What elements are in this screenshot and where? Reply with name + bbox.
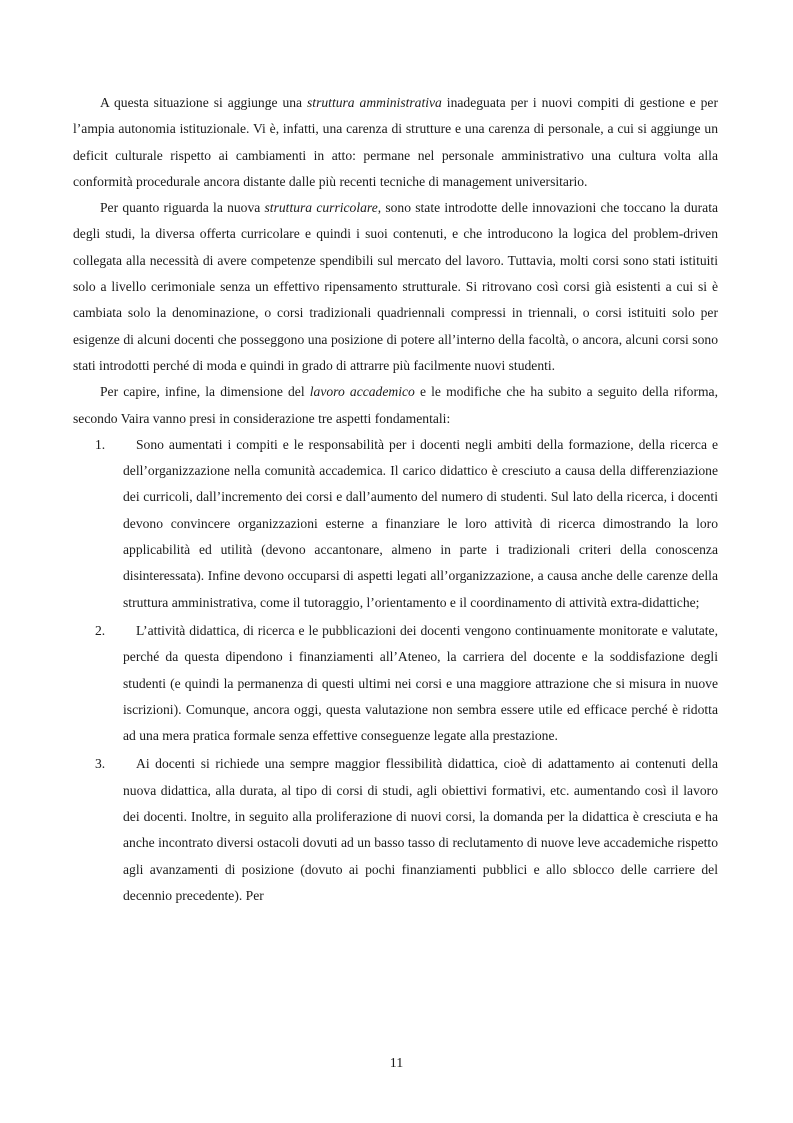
body-text [73, 90, 718, 909]
paragraph-text: Per quanto riguarda la nuova [100, 200, 265, 216]
paragraph-administrative-structure [73, 90, 718, 195]
paragraph-curricular-structure [73, 195, 718, 379]
list-item [73, 432, 718, 616]
paragraph-text: , sono state introdotte delle innovazioni che toccano la durata degli studi, la diversa offerta curricolare e quindi i suoi contenuti, e che introducono la logica del problem-driven collegata alla necessità di avere competenze spendibili sul mercato del lavoro. Tuttavia, molti corsi sono stati istituiti solo a livello cerimoniale senza un effettivo ripensamento strutturale. Si ritrovano così corsi già esistenti a cui si è cambiata solo la denominazione, o corsi tradizionali quadriennali compressi in triennali, o corsi istituiti solo per esigenze di alcuni docenti che posseggono una posizione di potere all’interno della facoltà, o ancora, alcuni corsi sono stati introdotti perché di moda e quindi in grado di attrarre più facilmente nuovi studenti. [73, 200, 718, 373]
emphasis-term: struttura amministrativa [307, 95, 442, 110]
list-item [73, 751, 718, 909]
paragraph-academic-work [73, 379, 718, 432]
list-number: 3. [95, 756, 106, 772]
emphasis-term: struttura curricolare [264, 200, 378, 216]
list-item-text: L’attività didattica, di ricerca e le pubblicazioni dei docenti vengono continuamente monitorate e valutate, perché da questa dipendono i finanziamenti all’Ateneo, la carriera del docente e la soddisfazione degli studenti (e quindi la permanenza di questi ultimi nei corsi e una maggiore attrazione che si misura in nuove iscrizioni). Comunque, ancora oggi, questa valutazione non sembra essere utile ed efficace perché è ridotta ad una mera pratica formale senza effettive conseguenze legate alla prestazione. [123, 622, 718, 744]
list-number: 1. [95, 436, 106, 452]
paragraph-text: A questa situazione si aggiunge una [100, 95, 308, 110]
paragraph-text: Per capire, infine, la dimensione del [100, 384, 310, 400]
list-number: 2. [95, 622, 106, 638]
list-item-text: Sono aumentati i compiti e le responsabilità per i docenti negli ambiti della formazione, della ricerca e dell’organizzazione nella comunità accademica. Il carico didattico è cresciuto a causa della differenziazione dei curricoli, dall’incremento dei corsi e dall’aumento del numero di studenti. Sul lato della ricerca, i docenti devono convincere organizzazioni esterne a finanziare le loro attività di ricerca dimostrando la loro applicabilità ed utilità (devono accantonare, almeno in parte i tradizionali criteri della conoscenza disinteressata). Infine devono occuparsi di aspetti legati all’organizzazione, a causa anche delle carenze della struttura amministrativa, come il tutoraggio, l’orientamento e il coordinamento di attività extra-didattiche; [123, 436, 718, 610]
page-number: 11 [389, 1056, 404, 1071]
list-item [73, 618, 718, 749]
paragraph-text: e le modifiche che ha subito a seguito della riforma, secondo Vaira vanno presi in considerazione tre aspetti fondamentali: [73, 384, 718, 426]
emphasis-term: lavoro accademico [309, 384, 415, 400]
paragraph-text: inadeguata per i nuovi compiti di gestione e per l’ampia autonomia istituzionale. Vi è, infatti, una carenza di strutture e una carenza di personale, a cui si aggiunge un deficit culturale rispetto ai cambiamenti in atto: permane nel personale amministrativo una cultura volta alla conformità procedurale ancora distante dalle più recenti tecniche di management universitario. [73, 95, 718, 189]
numbered-list [73, 432, 718, 909]
list-item-text: Ai docenti si richiede una sempre maggior flessibilità didattica, cioè di adattamento ai contenuti della nuova didattica, alla durata, al tipo di corsi di studi, agli obiettivi formativi, etc. aumentando così il lavoro dei docenti. Inoltre, in seguito alla proliferazione di nuovi corsi, la domanda per la didattica è cresciuta e ha anche incontrato diversi ostacoli dovuti ad un basso tasso di reclutamento di nuove leve accademiche rispetto agli avanzamenti di posizione (dovuto ai pochi finanziamenti pubblici e allo sblocco delle carriere del decennio precedente). Per [123, 756, 718, 903]
